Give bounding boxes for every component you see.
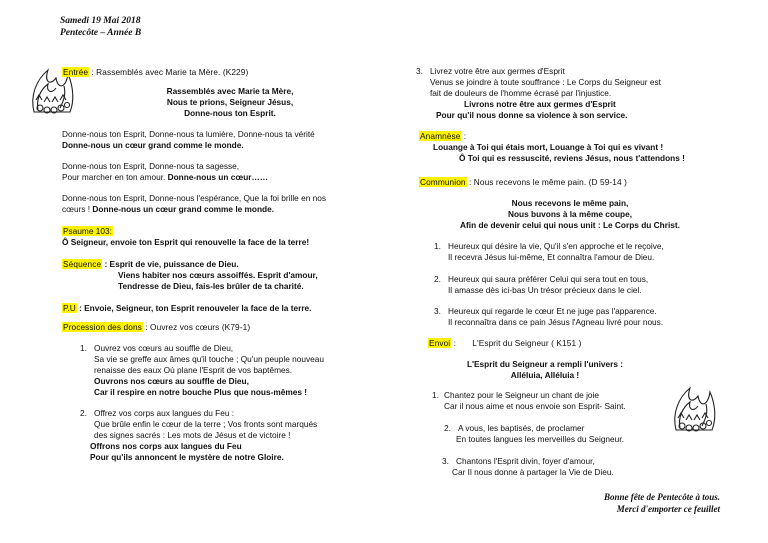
- entree-verse-line: Donne-nous ton Esprit, Donne-nous l'espérance, Que la foi brille en nos: [62, 192, 327, 203]
- sequence-line: : Esprit de vie, puissance de Dieu.: [104, 259, 239, 269]
- offertoire-verse-3: [416, 66, 726, 121]
- offertoire-refrain-line: Pour qu'il nous donne sa violence à son service.: [436, 109, 628, 120]
- communion-refrain-line: Nous buvons à la même coupe,: [507, 208, 633, 219]
- verse-number: 1.: [80, 343, 87, 353]
- communion-line: Il amasse dès ici-bas Un trésor précieux dans le ciel.: [448, 284, 642, 295]
- communion-title: : Nous recevons le même pain. (D 59-14 ): [468, 177, 627, 187]
- communion-line: Il reconnaîtra dans ce pain Jésus l'Agneau livré pour nous.: [448, 316, 664, 327]
- sequence-line: Viens habiter nos cœurs assoiffés. Esprit d'amour,: [118, 269, 318, 280]
- envoi-refrain-line: L'Esprit du Seigneur a rempli l'univers :: [466, 359, 624, 369]
- entree-verse-line: Donne-nous ton Esprit, Donne-nous ta sagesse,: [62, 160, 240, 171]
- envoi-line: Chantons l'Esprit divin, foyer d'amour,: [456, 456, 595, 466]
- pu-text: : Envoie, Seigneur, ton Esprit renouveler la face de la terre.: [79, 303, 312, 313]
- psaume-label: Psaume 103:: [63, 226, 112, 236]
- psaume-text: Ô Seigneur, envoie ton Esprit qui renouvelle la face de la terre!: [62, 236, 310, 247]
- entree-verse-line: Donne-nous ton Esprit, Donne-nous ta lumière, Donne-nous ta vérité: [62, 129, 315, 139]
- offertoire-refrain-line: Offrons nos corps aux langues du Feu: [90, 440, 242, 451]
- envoi-title: L'Esprit du Seigneur ( K151 ): [472, 338, 582, 348]
- envoi-refrain: [420, 359, 670, 381]
- communion-title-line: [419, 177, 729, 188]
- entree-refrain-line: Rassemblés avec Marie ta Mère,: [166, 86, 294, 96]
- offertoire-title-line: [62, 322, 372, 333]
- anamnese-block: Anamnèse : Louange à Toi qui étais mort, Louange à Toi qui es vivant ! Ô Toi qui es ressuscité, reviens Jésus, nous t'attendons !: [419, 131, 729, 164]
- offertoire-line: renaisse des eaux Où plane l'Esprit de vos baptêmes.: [94, 364, 293, 375]
- closing-line: Bonne fête de Pentecôte à tous.: [604, 492, 720, 502]
- entree-refrain-line: Donne-nous ton Esprit.: [184, 107, 276, 118]
- communion-verse-2: [434, 274, 734, 296]
- entree-refrain: [120, 86, 340, 119]
- pu-label: P.U: [63, 303, 76, 313]
- sequence-line: Tendresse de Dieu, fais-les brûler de ta charité.: [118, 280, 304, 291]
- communion-verse-3: [434, 306, 734, 328]
- offertoire-line: Sa vie se greffe aux âmes qu'il touche ; Qu'un peuple nouveau: [94, 353, 324, 364]
- entree-verse-bold: Donne-nous un cœur grand comme le monde.: [92, 203, 275, 214]
- envoi-verse-3: [442, 456, 712, 478]
- offertoire-refrain-line: Pour qu'ils annoncent le mystère de notre Gloire.: [90, 451, 284, 462]
- offertoire-refrain-line: Livrons notre être aux germes d'Esprit: [464, 98, 616, 109]
- offertoire-line: Que brûle enfin le cœur de la terre ; Vos fronts sont marqués: [94, 418, 318, 429]
- verse-number: 2.: [444, 423, 451, 433]
- communion-line: Heureux qui regarde le cœur Et ne juge pas l'apparence.: [448, 306, 657, 316]
- communion-refrain-line: Afin de devenir celui qui nous unit : Le Corps du Christ.: [460, 219, 680, 230]
- offertoire-line: Offrez vos corps aux langues du Feu :: [94, 408, 235, 418]
- envoi-line: Car il nous aime et nous envoie son Esprit- Saint.: [444, 400, 626, 411]
- communion-line: Il recevra Jésus lui-même, Et connaîtra l'amour de Dieu.: [448, 251, 655, 262]
- communion-line: Heureux qui désire la vie, Qu'il s'en approche et le reçoive,: [448, 241, 664, 251]
- offertoire-line: des signes sacrés : Les mots de Jésus et de victoire !: [94, 429, 291, 440]
- offertoire-title: : Ouvrez vos cœurs (K79-1): [145, 322, 251, 332]
- verse-number: 1.: [434, 241, 441, 251]
- communion-verse-1: [434, 241, 734, 263]
- entree-verse-bold: Donne-nous un cœur……: [167, 171, 269, 182]
- entree-label: Entrée: [63, 67, 89, 77]
- pentecost-flames-icon: [668, 378, 718, 438]
- entree-verse-line: Donne-nous un cœur grand comme le monde.: [62, 139, 244, 150]
- communion-refrain-line: Nous recevons le même pain,: [511, 198, 629, 208]
- anamnese-line: Louange à Toi qui étais mort, Louange à Toi qui es vivant !: [433, 141, 664, 152]
- entree-verse-line: [62, 172, 372, 183]
- envoi-line: Car Il nous donne à partager la Vie de Dieu.: [452, 466, 614, 477]
- entree-verse-text: Pour marcher en ton amour.: [62, 171, 168, 182]
- envoi-refrain-line: Alléluia, Alléluia !: [510, 369, 580, 380]
- entree-verse-line: [62, 204, 372, 215]
- offertoire-line: Livrez votre être aux germes d'Esprit: [430, 66, 565, 76]
- offertoire-line: Venus se joindre à toute souffrance : Le Corps du Seigneur est: [430, 76, 661, 87]
- anamnese-label: Anamnèse: [420, 131, 461, 141]
- communion-line: Heureux qui saura préférer Celui qui sera tout en tous,: [448, 274, 649, 284]
- envoi-label: Envoi: [429, 338, 451, 348]
- verse-number: 3.: [416, 66, 423, 76]
- header-occasion: Pentecôte – Année B: [60, 28, 142, 39]
- communion-label: Communion: [420, 177, 466, 187]
- entree-verse-text: cœurs !: [62, 203, 93, 214]
- psaume-block: [62, 226, 372, 248]
- verse-number: 1.: [432, 390, 439, 400]
- sequence-block: [62, 259, 372, 292]
- closing-line: Merci d'emporter ce feuillet: [616, 503, 720, 514]
- verse-number: 3.: [442, 456, 449, 466]
- pu-block: [62, 303, 372, 314]
- sequence-label: Séquence: [63, 259, 102, 269]
- offertoire-label: Procession des dons: [63, 322, 142, 332]
- offertoire-line: Ouvrez vos cœurs au souffle de Dieu,: [94, 343, 234, 353]
- anamnese-line: Ô Toi qui es ressuscité, reviens Jésus, nous t'attendons !: [459, 152, 685, 163]
- header-block: [60, 15, 141, 40]
- offertoire-refrain-line: Ouvrons nos cœurs au souffle de Dieu,: [94, 375, 249, 386]
- offertoire-verse-2: [80, 408, 380, 463]
- entree-verses: [62, 129, 372, 215]
- offertoire-line: fait de douleurs de l'homme écrasé par l'injustice.: [430, 87, 612, 98]
- offertoire-verse-1: [80, 343, 380, 398]
- envoi-line: Chantez pour le Seigneur un chant de joie: [444, 390, 599, 400]
- envoi-line: En toutes langues les merveilles du Seigneur.: [456, 433, 624, 444]
- offertoire-refrain-line: Car il respire en notre bouche Plus que nous-mêmes !: [94, 386, 308, 397]
- entree-title: : Rassemblés avec Marie ta Mère. (K229): [91, 67, 249, 77]
- verse-number: 2.: [434, 274, 441, 284]
- entree-refrain-line: Nous te prions, Seigneur Jésus,: [166, 96, 294, 107]
- entree-title-line: [62, 67, 362, 78]
- envoi-line: A vous, les baptisés, de proclamer: [458, 423, 585, 433]
- verse-number: 2.: [80, 408, 87, 418]
- closing-message: [560, 492, 720, 515]
- envoi-title-line: Envoi : L'Esprit du Seigneur ( K151 ): [429, 338, 582, 348]
- communion-refrain: [420, 198, 720, 231]
- header-date: Samedi 19 Mai 2018: [60, 16, 141, 26]
- verse-number: 3.: [434, 306, 441, 316]
